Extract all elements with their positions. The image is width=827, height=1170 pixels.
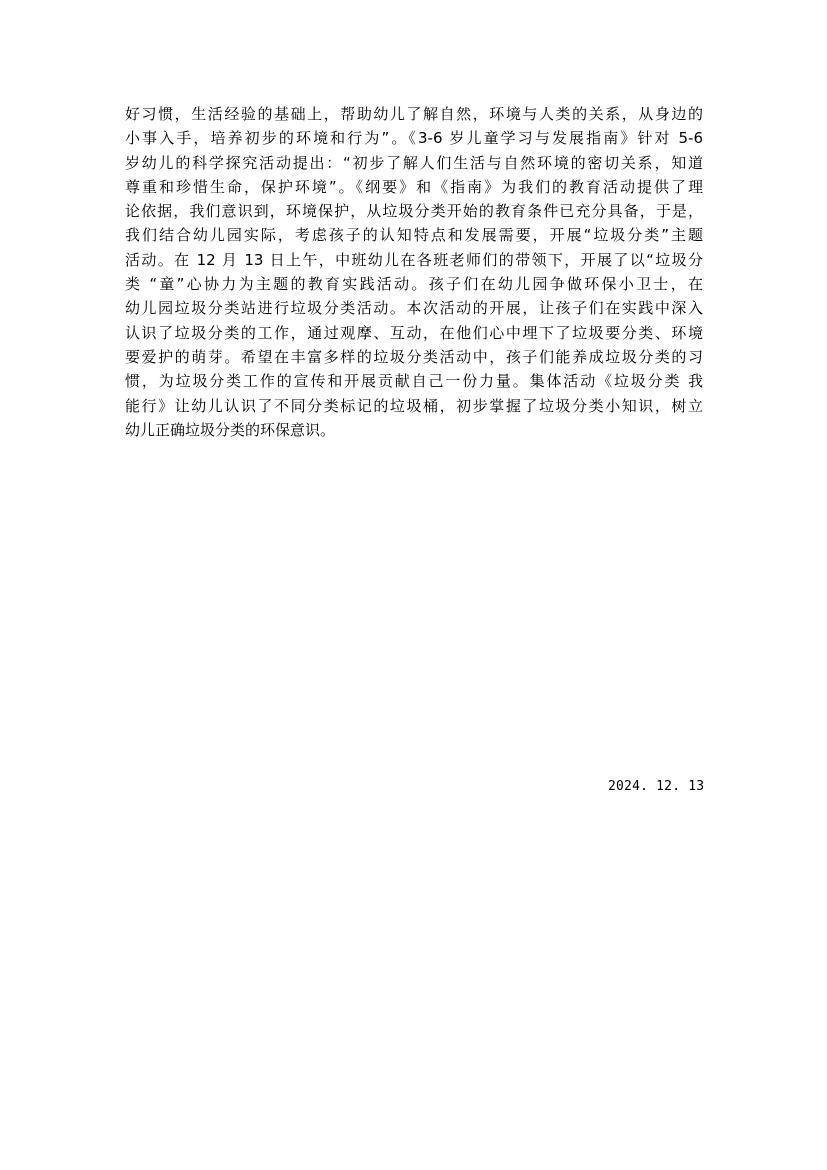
paragraph-line: 类 “童”心协力为主题的教育实践活动。孩子们在幼儿园争做环保小卫士，在: [125, 275, 703, 294]
paragraph-line: 好习惯，生活经验的基础上，帮助幼儿了解自然，环境与人类的关系，从身边的: [125, 105, 703, 123]
document-date: 2024. 12. 13: [608, 779, 705, 794]
paragraph-line: 能行》让幼儿认识了不同分类标记的垃圾桶，初步掌握了垃圾分类小知识，树立: [125, 396, 703, 415]
paragraph-line: 幼儿正确垃圾分类的环保意识。: [125, 420, 336, 439]
paragraph-line: 活动。在 12 月 13 日上午，中班幼儿在各班老师们的带领下，开展了以“垃圾分: [125, 250, 703, 269]
paragraph-line: 论依据，我们意识到，环境保护，从垃圾分类开始的教育条件已充分具备，于是，: [125, 202, 703, 221]
paragraph-line: 惯，为垃圾分类工作的宣传和开展贡献自己一份力量。集体活动《垃圾分类 我: [125, 372, 703, 391]
body-paragraph: [125, 102, 703, 442]
paragraph-line: 岁幼儿的科学探究活动提出：“初步了解人们生活与自然环境的密切关系，知道: [125, 153, 703, 172]
paragraph-line: 幼儿园垃圾分类站进行垃圾分类活动。本次活动的开展，让孩子们在实践中深入: [125, 299, 703, 318]
paragraph-line: 我们结合幼儿园实际，考虑孩子的认知特点和发展需要，开展“垃圾分类”主题: [125, 226, 703, 245]
paragraph-line: 认识了垃圾分类的工作，通过观摩、互动，在他们心中埋下了垃圾要分类、环境: [125, 323, 703, 342]
paragraph-line: 尊重和珍惜生命，保护环境”。《纲要》和《指南》为我们的教育活动提供了理: [125, 177, 703, 196]
paragraph-line: 要爱护的萌芽。希望在丰富多样的垃圾分类活动中，孩子们能养成垃圾分类的习: [125, 347, 703, 366]
paragraph-line: 小事入手，培养初步的环境和行为”。《3-6 岁儿童学习与发展指南》针对 5-6: [125, 129, 703, 148]
